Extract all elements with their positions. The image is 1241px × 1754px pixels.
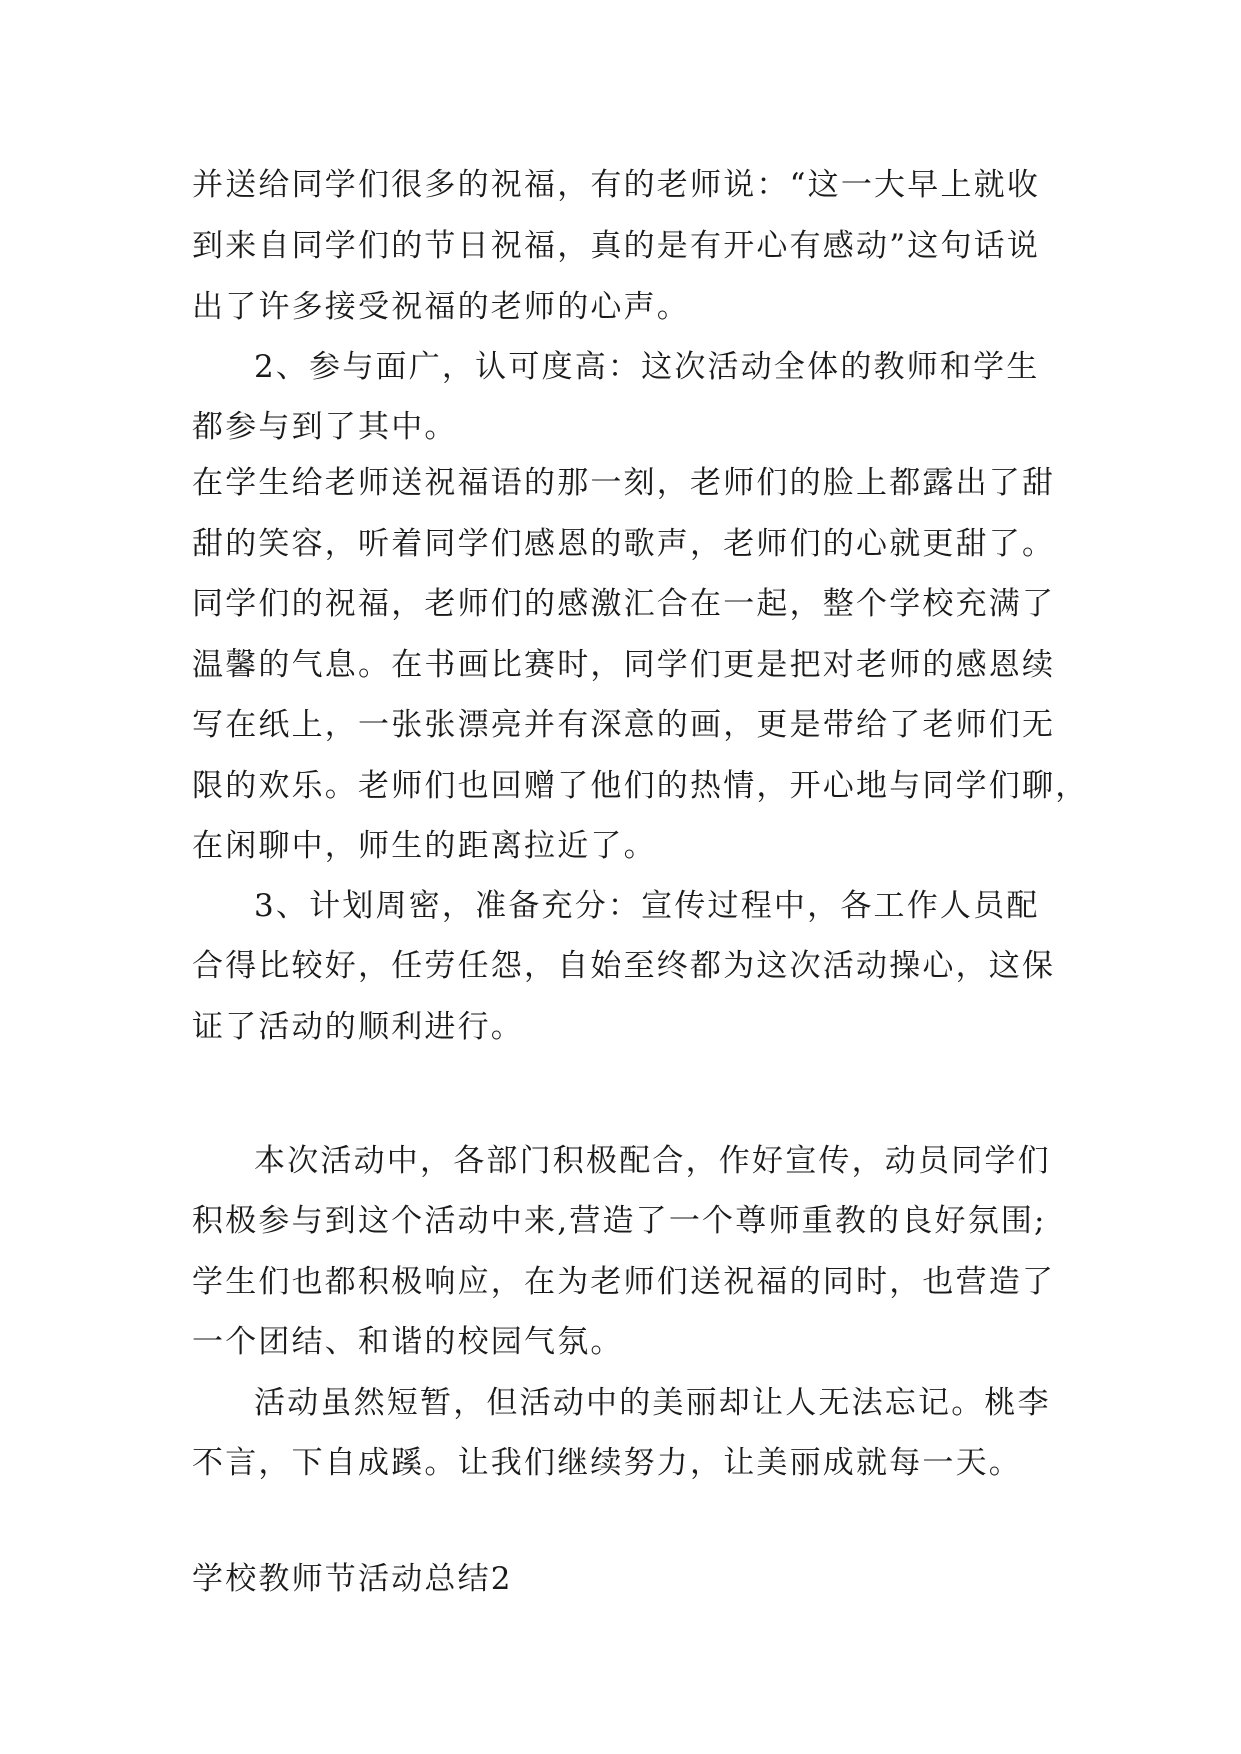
text-line: 一个团结、和谐的校园气氛。 (192, 1324, 624, 1360)
text-line: 证了活动的顺利进行。 (192, 1009, 524, 1045)
text-line: 都参与到了其中。 (192, 409, 458, 445)
text-line: 同学们的祝福，老师们的感激汇合在一起，整个学校充满了 (192, 586, 1056, 622)
text-line: 不言，下自成蹊。让我们继续努力，让美丽成就每一天。 (192, 1445, 1022, 1481)
text-line: 学生们也都积极响应，在为老师们送祝福的同时，也营造了 (192, 1264, 1056, 1300)
text-line: 在学生给老师送祝福语的那一刻，老师们的脸上都露出了甜 (192, 465, 1056, 501)
paragraph-start: 本次活动中，各部门积极配合，作好宣传，动员同学们 (254, 1143, 1051, 1179)
text-line: 并送给同学们很多的祝福，有的老师说：“这一大早上就收 (192, 167, 1041, 203)
numbered-point-2: 2、参与面广，认可度高：这次活动全体的教师和学生 (254, 349, 1040, 385)
text-line: 写在纸上，一张张漂亮并有深意的画，更是带给了老师们无 (192, 707, 1056, 743)
text-line: 在闲聊中，师生的距离拉近了。 (192, 828, 657, 864)
text-line: 到来自同学们的节日祝福，真的是有开心有感动”这句话说 (192, 228, 1041, 264)
text-line: 温馨的气息。在书画比赛时，同学们更是把对老师的感恩续 (192, 647, 1056, 683)
text-line: 甜的笑容，听着同学们感恩的歌声，老师们的心就更甜了。 (192, 526, 1056, 562)
section-heading: 学校教师节活动总结2 (192, 1561, 513, 1597)
text-line: 合得比较好，任劳任怨，自始至终都为这次活动操心，这保 (192, 948, 1056, 984)
numbered-point-3: 3、计划周密，准备充分：宣传过程中，各工作人员配 (254, 888, 1040, 924)
paragraph-start: 活动虽然短暂，但活动中的美丽却让人无法忘记。桃李 (254, 1385, 1051, 1421)
text-line: 积极参与到这个活动中来,营造了一个尊师重教的良好氛围; (192, 1203, 1047, 1239)
text-line: 出了许多接受祝福的老师的心声。 (192, 289, 690, 325)
text-line: 限的欢乐。老师们也回赠了他们的热情，开心地与同学们聊， (192, 768, 1089, 804)
